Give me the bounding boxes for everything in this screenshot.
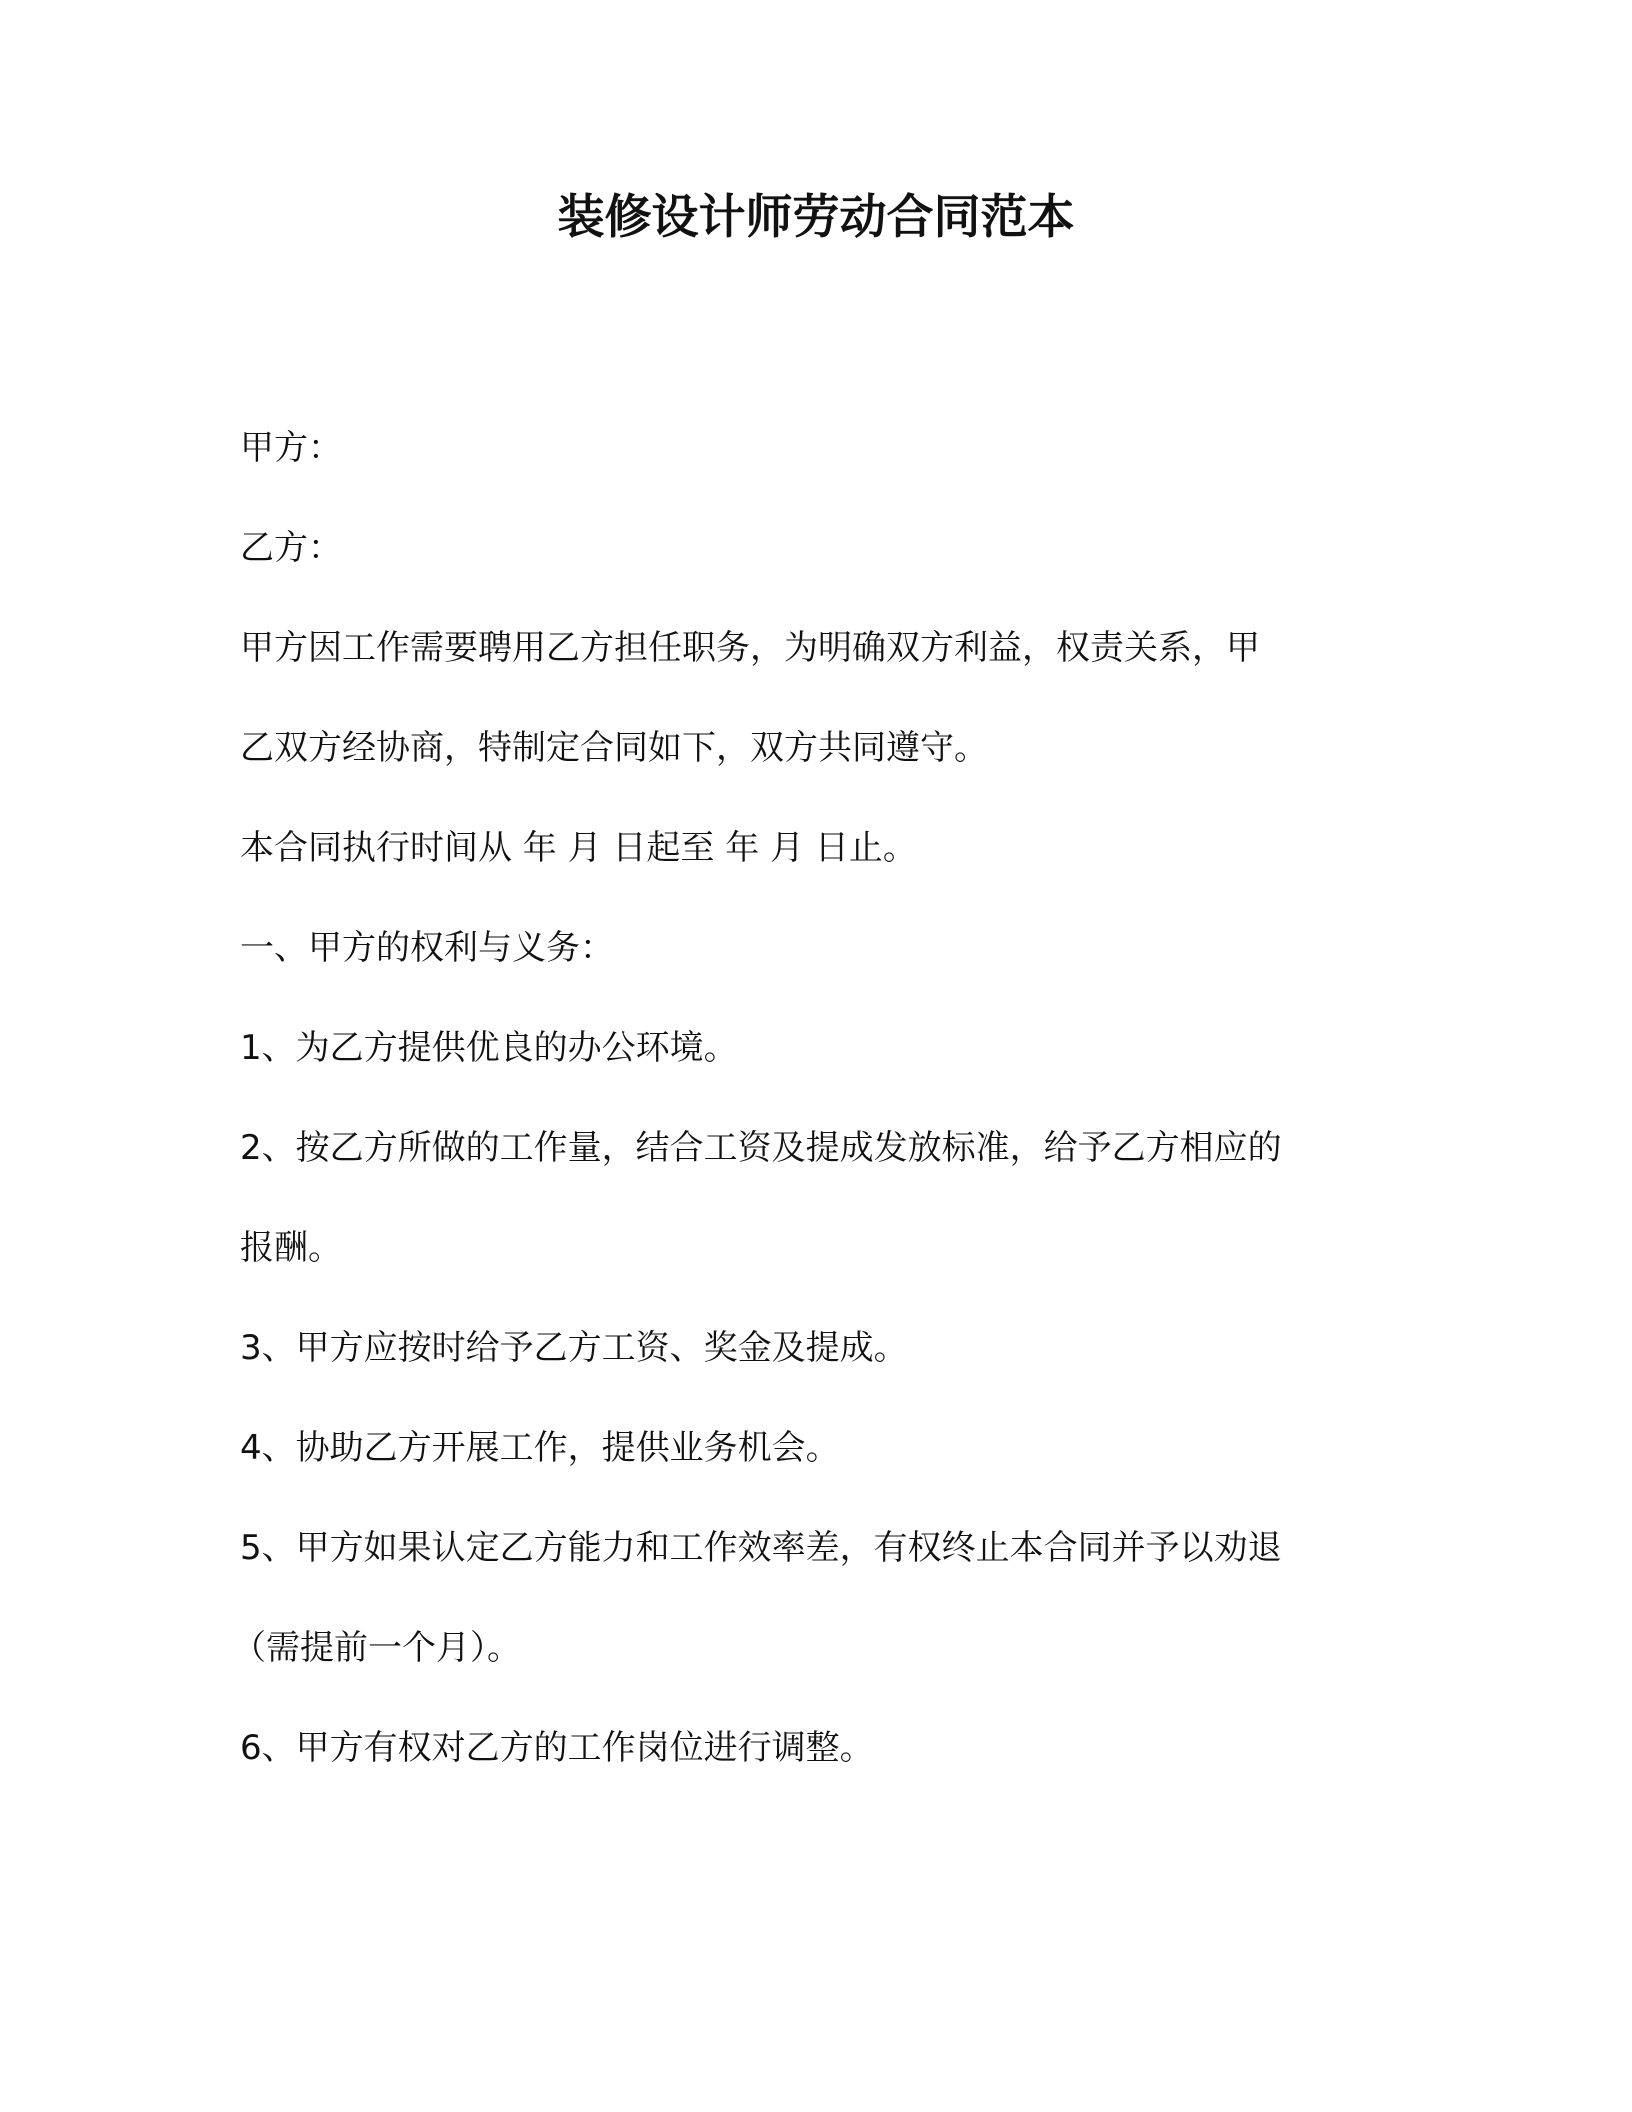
intro-paragraph-line-1: 甲方因工作需要聘用乙方担任职务，为明确双方利益，权责关系，甲 [240, 628, 1260, 668]
clause-1: 1、为乙方提供优良的办公环境。 [240, 1028, 738, 1068]
document-title: 装修设计师劳动合同范本 [557, 190, 1075, 245]
intro-paragraph-line-2: 乙双方经协商，特制定合同如下，双方共同遵守。 [240, 728, 988, 768]
clause-5-line-2: （需提前一个月）。 [232, 1628, 521, 1668]
clause-2-line-2: 报酬。 [240, 1228, 342, 1268]
clause-4: 4、协助乙方开展工作，提供业务机会。 [240, 1428, 840, 1468]
clause-3: 3、甲方应按时给予乙方工资、奖金及提成。 [240, 1328, 908, 1368]
party-a-label: 甲方： [240, 428, 342, 468]
contract-period: 本合同执行时间从 年 月 日起至 年 月 日止。 [240, 828, 917, 868]
section-1-heading: 一、甲方的权利与义务： [240, 928, 614, 968]
clause-2-line-1: 2、按乙方所做的工作量，结合工资及提成发放标准，给予乙方相应的 [240, 1128, 1282, 1168]
clause-6: 6、甲方有权对乙方的工作岗位进行调整。 [240, 1728, 874, 1768]
party-b-label: 乙方： [240, 528, 342, 568]
clause-5-line-1: 5、甲方如果认定乙方能力和工作效率差，有权终止本合同并予以劝退 [240, 1528, 1282, 1568]
